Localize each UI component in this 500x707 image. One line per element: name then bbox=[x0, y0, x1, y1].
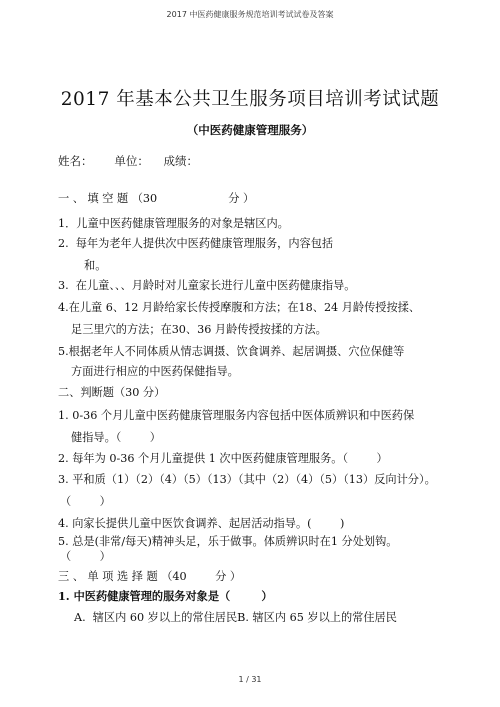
fill-blank-question-4-cont: 足三里穴的方法；在30、36 月龄传授按揉的方法。 bbox=[71, 323, 327, 336]
fill-blank-question-5-cont: 方面进行相应的中医药保健指导。 bbox=[71, 365, 239, 378]
true-false-question-1: 1. 0-36 个月儿童中医药健康管理服务内容包括中医体质辨识和中医药保 bbox=[58, 409, 415, 422]
single-choice-question-1-options: A. 辖区内 60 岁以上的常住居民B. 辖区内 65 岁以上的常住居民 bbox=[74, 611, 397, 624]
page-number: 1 / 31 bbox=[238, 675, 262, 684]
true-false-question-2: 2. 每年为 0-36 个月儿童提供 1 次中医药健康管理服务。（ ） bbox=[58, 452, 388, 465]
fill-blank-question-2-cont: 和。 bbox=[84, 259, 107, 272]
true-false-question-3: 3. 平和质（1）（2）（4）（5）（13）（其中（2）（4）（5）（13）反向计分）。 bbox=[58, 473, 436, 486]
true-false-question-4: 4. 向家长提供儿童中医饮食调养、起居活动指导。( ) bbox=[58, 517, 345, 530]
true-false-question-3-cont: （ ） bbox=[60, 495, 111, 508]
fill-blank-question-5: 5.根据老年人不同体质从情志调摄、饮食调养、起居调摄、穴位保健等 bbox=[58, 345, 405, 358]
true-false-question-5: 5. 总是(非常/每天)精神头足，乐于做事。体质辨识时在1 分处划钩。 bbox=[58, 535, 398, 548]
section-heading-single-choice: 三 、 单 项 选 择 题 （40 分 ） bbox=[58, 570, 242, 583]
single-choice-question-1: 1. 中医药健康管理的服务对象是（ ） bbox=[58, 589, 273, 603]
page-header: 2017 中医药健康服务规范培训考试试卷及答案 bbox=[166, 10, 334, 19]
fill-blank-question-2: 2. 每年为老年人提供次中医药健康管理服务，内容包括 bbox=[58, 237, 334, 250]
examinee-info-row: 姓名： 单位： 成绩： bbox=[58, 154, 199, 168]
true-false-question-1-cont: 健指导。（ ） bbox=[71, 431, 161, 444]
true-false-question-5-cont: （ ） bbox=[60, 550, 111, 563]
section-heading-fill-blank: 一 、 填 空 题 （30 分 ） bbox=[58, 192, 255, 205]
fill-blank-question-1: 1．儿童中医药健康管理服务的对象是辖区内。 bbox=[58, 217, 289, 230]
document-title: 2017 年基本公共卫生服务项目培训考试试题 bbox=[60, 89, 440, 110]
fill-blank-question-4: 4.在儿童 6、12 月龄给家长传授摩腹和方法；在18、24 月龄传授按揉、 bbox=[58, 301, 421, 314]
section-heading-true-false: 二、判断题（30 分） bbox=[58, 386, 166, 399]
fill-blank-question-3: 3. 在儿童、、、月龄时对儿童家长进行儿童中医药健康指导。 bbox=[58, 279, 356, 292]
document-subtitle: （中医药健康管理服务） bbox=[186, 123, 314, 137]
